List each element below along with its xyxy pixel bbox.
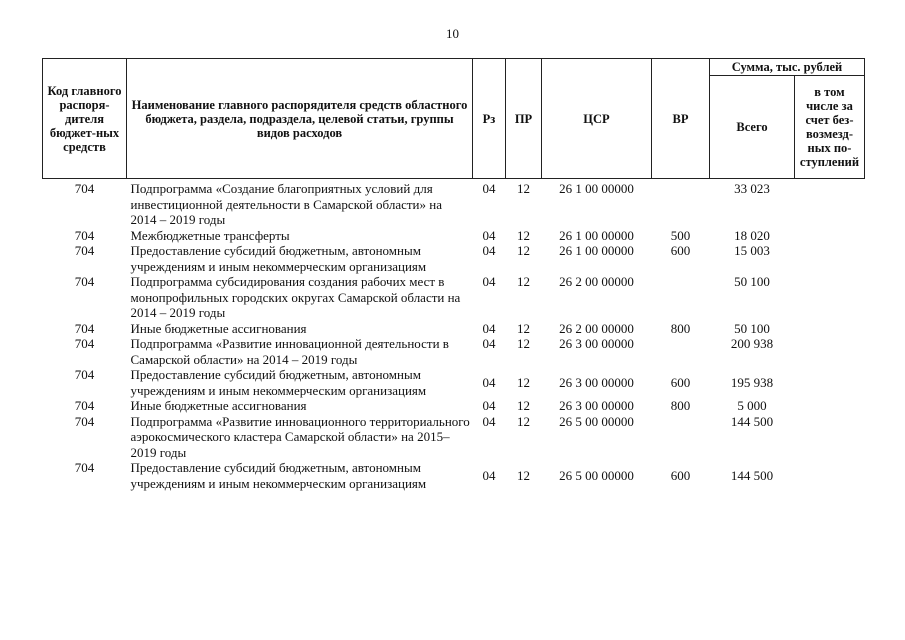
cell-code: 704 — [74, 243, 95, 258]
cell-name: Подпрограмма субсидирования создания рабочих мест в монопрофильных городских округах Самарской области на 2014 – 2019 годы — [130, 274, 461, 320]
cell-rz: 04 — [482, 374, 496, 390]
table-row — [43, 460, 865, 491]
cell-code: 704 — [74, 274, 95, 289]
cell-csr: 26 3 00 00000 — [559, 374, 634, 390]
cell-csr: 26 5 00 00000 — [559, 413, 634, 429]
cell-csr: 26 3 00 00000 — [559, 336, 634, 351]
cell-pr: 12 — [517, 398, 530, 413]
cell-name: Иные бюджетные ассигнования — [130, 320, 307, 336]
cell-pr: 12 — [517, 467, 530, 483]
cell-name: Подпрограмма «Развитие инновационного территориального аэрокосмического кластера Самарской области» на 2015–2019 годы — [130, 413, 470, 460]
cell-csr: 26 3 00 00000 — [559, 398, 634, 413]
cell-pr: 12 — [517, 181, 530, 196]
cell-total: 144 500 — [730, 467, 774, 483]
table-header — [43, 59, 865, 179]
cell-name: Предоставление субсидий бюджетным, автономным учреждениям и иным некоммерческим организациям — [130, 243, 427, 274]
cell-csr: 26 1 00 00000 — [559, 227, 634, 243]
cell-vr — [652, 179, 710, 228]
cell-total: 15 003 — [734, 243, 770, 258]
table-row — [43, 414, 865, 461]
cell-grants — [795, 336, 865, 367]
cell-code: 704 — [74, 227, 95, 243]
cell-vr: 600 — [670, 374, 691, 390]
cell-vr: 600 — [670, 467, 691, 483]
cell-code: 704 — [74, 413, 95, 429]
cell-code: 704 — [74, 336, 95, 351]
header-code: Код главного распоря-дителя бюджет-ных средств — [43, 59, 127, 179]
cell-rz: 04 — [482, 398, 496, 413]
cell-grants — [795, 398, 865, 414]
table-row — [43, 228, 865, 244]
cell-vr — [652, 336, 710, 367]
cell-code: 704 — [74, 320, 95, 336]
cell-total: 18 020 — [734, 227, 770, 243]
cell-csr: 26 5 00 00000 — [559, 467, 634, 483]
cell-rz: 04 — [482, 413, 496, 429]
cell-total: 200 938 — [730, 336, 774, 351]
header-pr: ПР — [506, 59, 542, 179]
cell-vr — [652, 274, 710, 321]
cell-rz: 04 — [482, 181, 496, 196]
cell-csr: 26 1 00 00000 — [559, 181, 634, 196]
cell-grants — [795, 274, 865, 321]
cell-rz: 04 — [482, 227, 496, 243]
cell-name: Предоставление субсидий бюджетным, автономным учреждениям и иным некоммерческим организациям — [130, 460, 427, 491]
cell-rz: 04 — [482, 320, 496, 336]
cell-code: 704 — [74, 398, 95, 413]
cell-total: 144 500 — [730, 413, 774, 429]
cell-total: 5 000 — [737, 398, 767, 413]
cell-code: 704 — [74, 367, 95, 382]
cell-rz: 04 — [482, 467, 496, 483]
cell-grants — [795, 414, 865, 461]
cell-total: 195 938 — [730, 374, 774, 390]
table-row — [43, 367, 865, 398]
cell-name: Подпрограмма «Развитие инновационной деятельности в Самарской области» на 2014 – 2019 годы — [130, 336, 449, 367]
cell-vr — [652, 414, 710, 461]
cell-code: 704 — [74, 460, 95, 475]
cell-code: 704 — [74, 181, 95, 196]
cell-name: Подпрограмма «Создание благоприятных условий для инвестиционной деятельности в Самарской области» на 2014 – 2019 годы — [130, 181, 442, 227]
cell-name: Иные бюджетные ассигнования — [130, 398, 307, 413]
header-vr: ВР — [652, 59, 710, 179]
cell-vr: 500 — [670, 227, 691, 243]
cell-rz: 04 — [482, 243, 496, 258]
cell-pr: 12 — [517, 413, 530, 429]
cell-csr: 26 2 00 00000 — [559, 320, 634, 336]
header-rz: Рз — [473, 59, 506, 179]
table-body — [43, 179, 865, 492]
cell-pr: 12 — [517, 227, 530, 243]
cell-csr: 26 1 00 00000 — [559, 243, 634, 258]
cell-vr: 600 — [670, 243, 691, 258]
cell-grants — [795, 179, 865, 228]
cell-pr: 12 — [517, 336, 530, 351]
table-row — [43, 336, 865, 367]
cell-pr: 12 — [517, 374, 530, 390]
cell-rz: 04 — [482, 274, 496, 289]
header-grants: в том числе за счет без-возмезд-ных по-ступлений — [795, 76, 865, 179]
cell-total: 50 100 — [734, 274, 770, 289]
header-csr: ЦСР — [542, 59, 652, 179]
cell-grants — [795, 367, 865, 398]
table-row — [43, 398, 865, 414]
cell-vr: 800 — [670, 398, 691, 413]
page-number: 10 — [446, 26, 459, 41]
cell-name: Межбюджетные трансферты — [130, 227, 290, 243]
cell-pr: 12 — [517, 320, 530, 336]
cell-total: 33 023 — [734, 181, 770, 196]
cell-grants — [795, 321, 865, 337]
table-row — [43, 179, 865, 228]
header-total: Всего — [710, 76, 795, 179]
header-sum-group: Сумма, тыс. рублей — [710, 59, 865, 76]
header-name: Наименование главного распорядителя средств областного бюджета, раздела, подраздела, целевой статьи, группы видов расходов — [127, 59, 473, 179]
cell-vr: 800 — [670, 320, 691, 336]
cell-grants — [795, 460, 865, 491]
table-row — [43, 274, 865, 321]
cell-total: 50 100 — [734, 320, 770, 336]
cell-csr: 26 2 00 00000 — [559, 274, 634, 289]
cell-grants — [795, 228, 865, 244]
cell-pr: 12 — [517, 274, 530, 289]
table-row — [43, 321, 865, 337]
cell-rz: 04 — [482, 336, 496, 351]
cell-pr: 12 — [517, 243, 530, 258]
cell-name: Предоставление субсидий бюджетным, автономным учреждениям и иным некоммерческим организациям — [130, 367, 427, 398]
cell-grants — [795, 243, 865, 274]
budget-table — [42, 58, 865, 491]
table-row — [43, 243, 865, 274]
